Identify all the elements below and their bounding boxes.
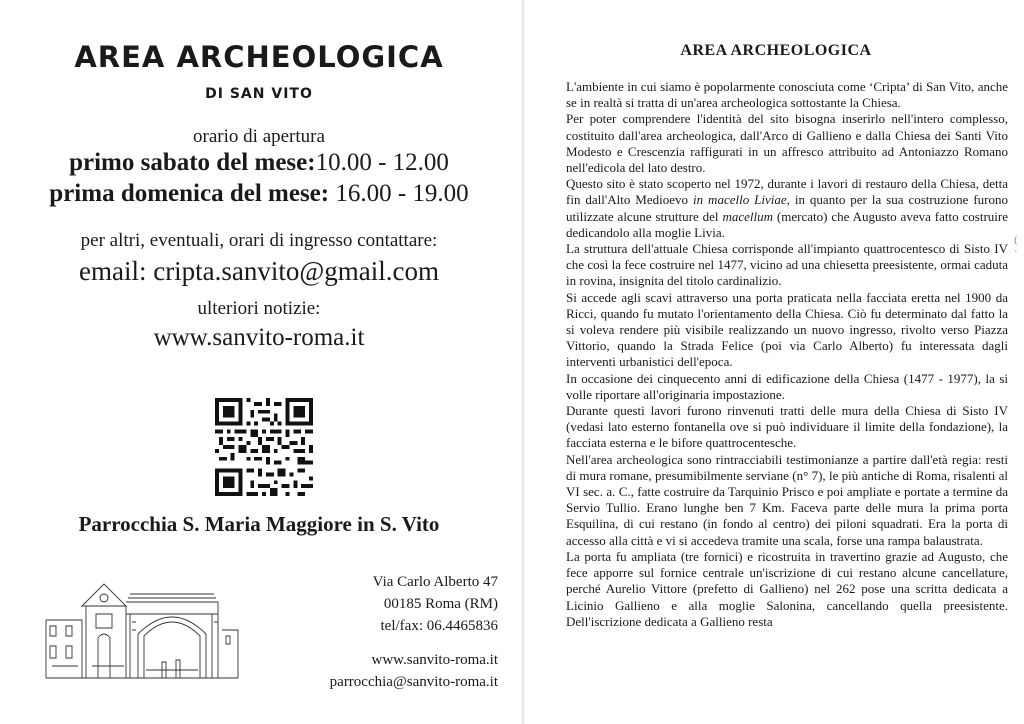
paragraph-text: L'ambiente in cui siamo è popolarmente conosciuta come ‘Cripta’ di San Vito, anche se in realtà si tratta di un'area archeologica sottostante la Chiesa. [566,79,1008,111]
paragraph-text: , in quanto per la sua costruzione furono utilizzate alcune strutture del [566,192,1008,224]
contact-label: per altri, eventuali, orari di ingresso contattare: [80,230,438,251]
margin-mark: ( · [1014,234,1018,258]
paragraph [566,176,1008,241]
paragraph [566,403,1008,452]
church-arch-sketch-icon [42,570,242,682]
italic-term: macellum [722,208,773,224]
paragraph [566,290,1008,371]
more-info-label: ulteriori notizie: [197,298,321,319]
right-page [528,0,1024,724]
page-fold [521,0,525,724]
paragraph-text: Si accede agli scavi attraverso una porta praticata nella facciata eretta nel 1900 da Ricci, quando fu mutato l'orientamento della Chiesa. Ciò fu determinato dal fatto la si voleva rendere più visibile realizzando un nuovo ingresso, rivolto verso Piazza Vittorio, quando la Strada Felice (poi via Carlo Alberto) fu interessata dagli interventi urbanistici dell'epoca. [566,289,1008,370]
paragraph [566,111,1008,176]
paragraph-text: Questo sito è stato scoperto nel 1972, durante i lavori di restauro della Chiesa, detta fin dall'Alto Medioevo [566,176,1008,208]
schedule-time: 10.00 - 12.00 [315,149,449,176]
hours-label: orario di apertura [193,126,325,147]
paragraph-text: Per poter comprendere l'identità del sito bisogna inserirlo nell'intero complesso, costituito dall'area archeologica, dall'Arco di Gallieno e dalla Chiesa dei Santi Vito Modesto e Crescenzia raffigurati in un affresco attribuito ad Antoniazzo Romano nell'edicola del lato destro. [566,111,1008,176]
right-title: AREA ARCHEOLOGICA [680,42,872,59]
address-phone: tel/fax: 06.4465836 [380,618,498,634]
italic-term: in macello Liviae [692,192,787,208]
address-street: Via Carlo Alberto 47 [372,574,498,590]
schedule-day: prima domenica del mese: [49,180,336,207]
paragraph [566,241,1008,290]
address-website-link[interactable]: www.sanvito-roma.it [371,652,498,668]
left-subtitle: DI SAN VITO [205,86,313,102]
paragraph-text: La struttura dell'attuale Chiesa corrisponde all'impianto quattrocentesco di Sisto IV che così la fece costruire nel 1477, vicino ad una chiesetta preesistente, ormai caduta in rovina, insignita del titolo cardinalizio. [566,241,1008,289]
paragraph-text: Durante questi lavori furono rinvenuti tratti delle mura della Chiesa di Sisto IV (vedasi lato esterno fontanella ove si può individuare il limite della fondazione), la facciata esterna e le bifore quattrocentesche. [566,403,1008,451]
paragraph-text: Nell'area archeologica sono rintracciabili testimonianze a partire dall'età regia: resti di mura romane, presumibilmente serviane (n° 7), le più antiche di Roma, risalenti al VI sec. a. C., fatte costruire da Tarquinio Prisco e poi ampliate e portate a termine da Servio Tullio. Erano lunghe ben 7 Km. Faceva parte delle mura la prima porta Esquilina, di cui restano (in fondo al centro) dei piloni squadrati. Era la porta di accesso alla città e vi si accedeva tramite una scala, forse una rampa balaustrata. [566,451,1008,548]
left-title: AREA ARCHEOLOGICA [74,40,444,74]
website-link[interactable]: www.sanvito-roma.it [153,324,365,351]
schedule-day: primo sabato del mese: [69,149,316,176]
parish-name: Parrocchia S. Maria Maggiore in S. Vito [78,512,440,536]
article-body [566,79,1008,630]
paragraph [566,371,1008,403]
schedule-saturday [0,149,518,177]
paragraph-text: In occasione dei cinquecento anni di edificazione della Chiesa (1477 - 1977), la si volle riportare all'originaria impostazione. [566,370,1008,402]
address-email-link[interactable]: parrocchia@sanvito-roma.it [329,674,498,690]
paragraph [566,79,1008,111]
email-line: email: cripta.sanvito@gmail.com [78,256,440,286]
paragraph-text: La porta fu ampliata (tre fornici) e ricostruita in travertino grazie ad Augusto, che fece apporre sul fornice centrale un'iscrizione di cui restano alcune cancellature, perché Aurelio Vittore (prefetto di Gallieno) nel 262 pose una scritta dedicata a Licinio Gallieno e alla moglie Salonina, cancellando quella preesistente. Dell'iscrizione dedicata a Gallieno resta [566,548,1008,629]
paragraph [566,452,1008,549]
paragraph [566,549,1008,630]
paragraph-text: (mercato) che Augusto aveva fatto costruire dedicandolo alla moglie Livia. [566,208,1008,240]
schedule-sunday [0,180,518,208]
qr-code-icon [215,398,313,496]
address-city: 00185 Roma (RM) [383,596,498,612]
schedule-time: 16.00 - 19.00 [335,180,469,207]
